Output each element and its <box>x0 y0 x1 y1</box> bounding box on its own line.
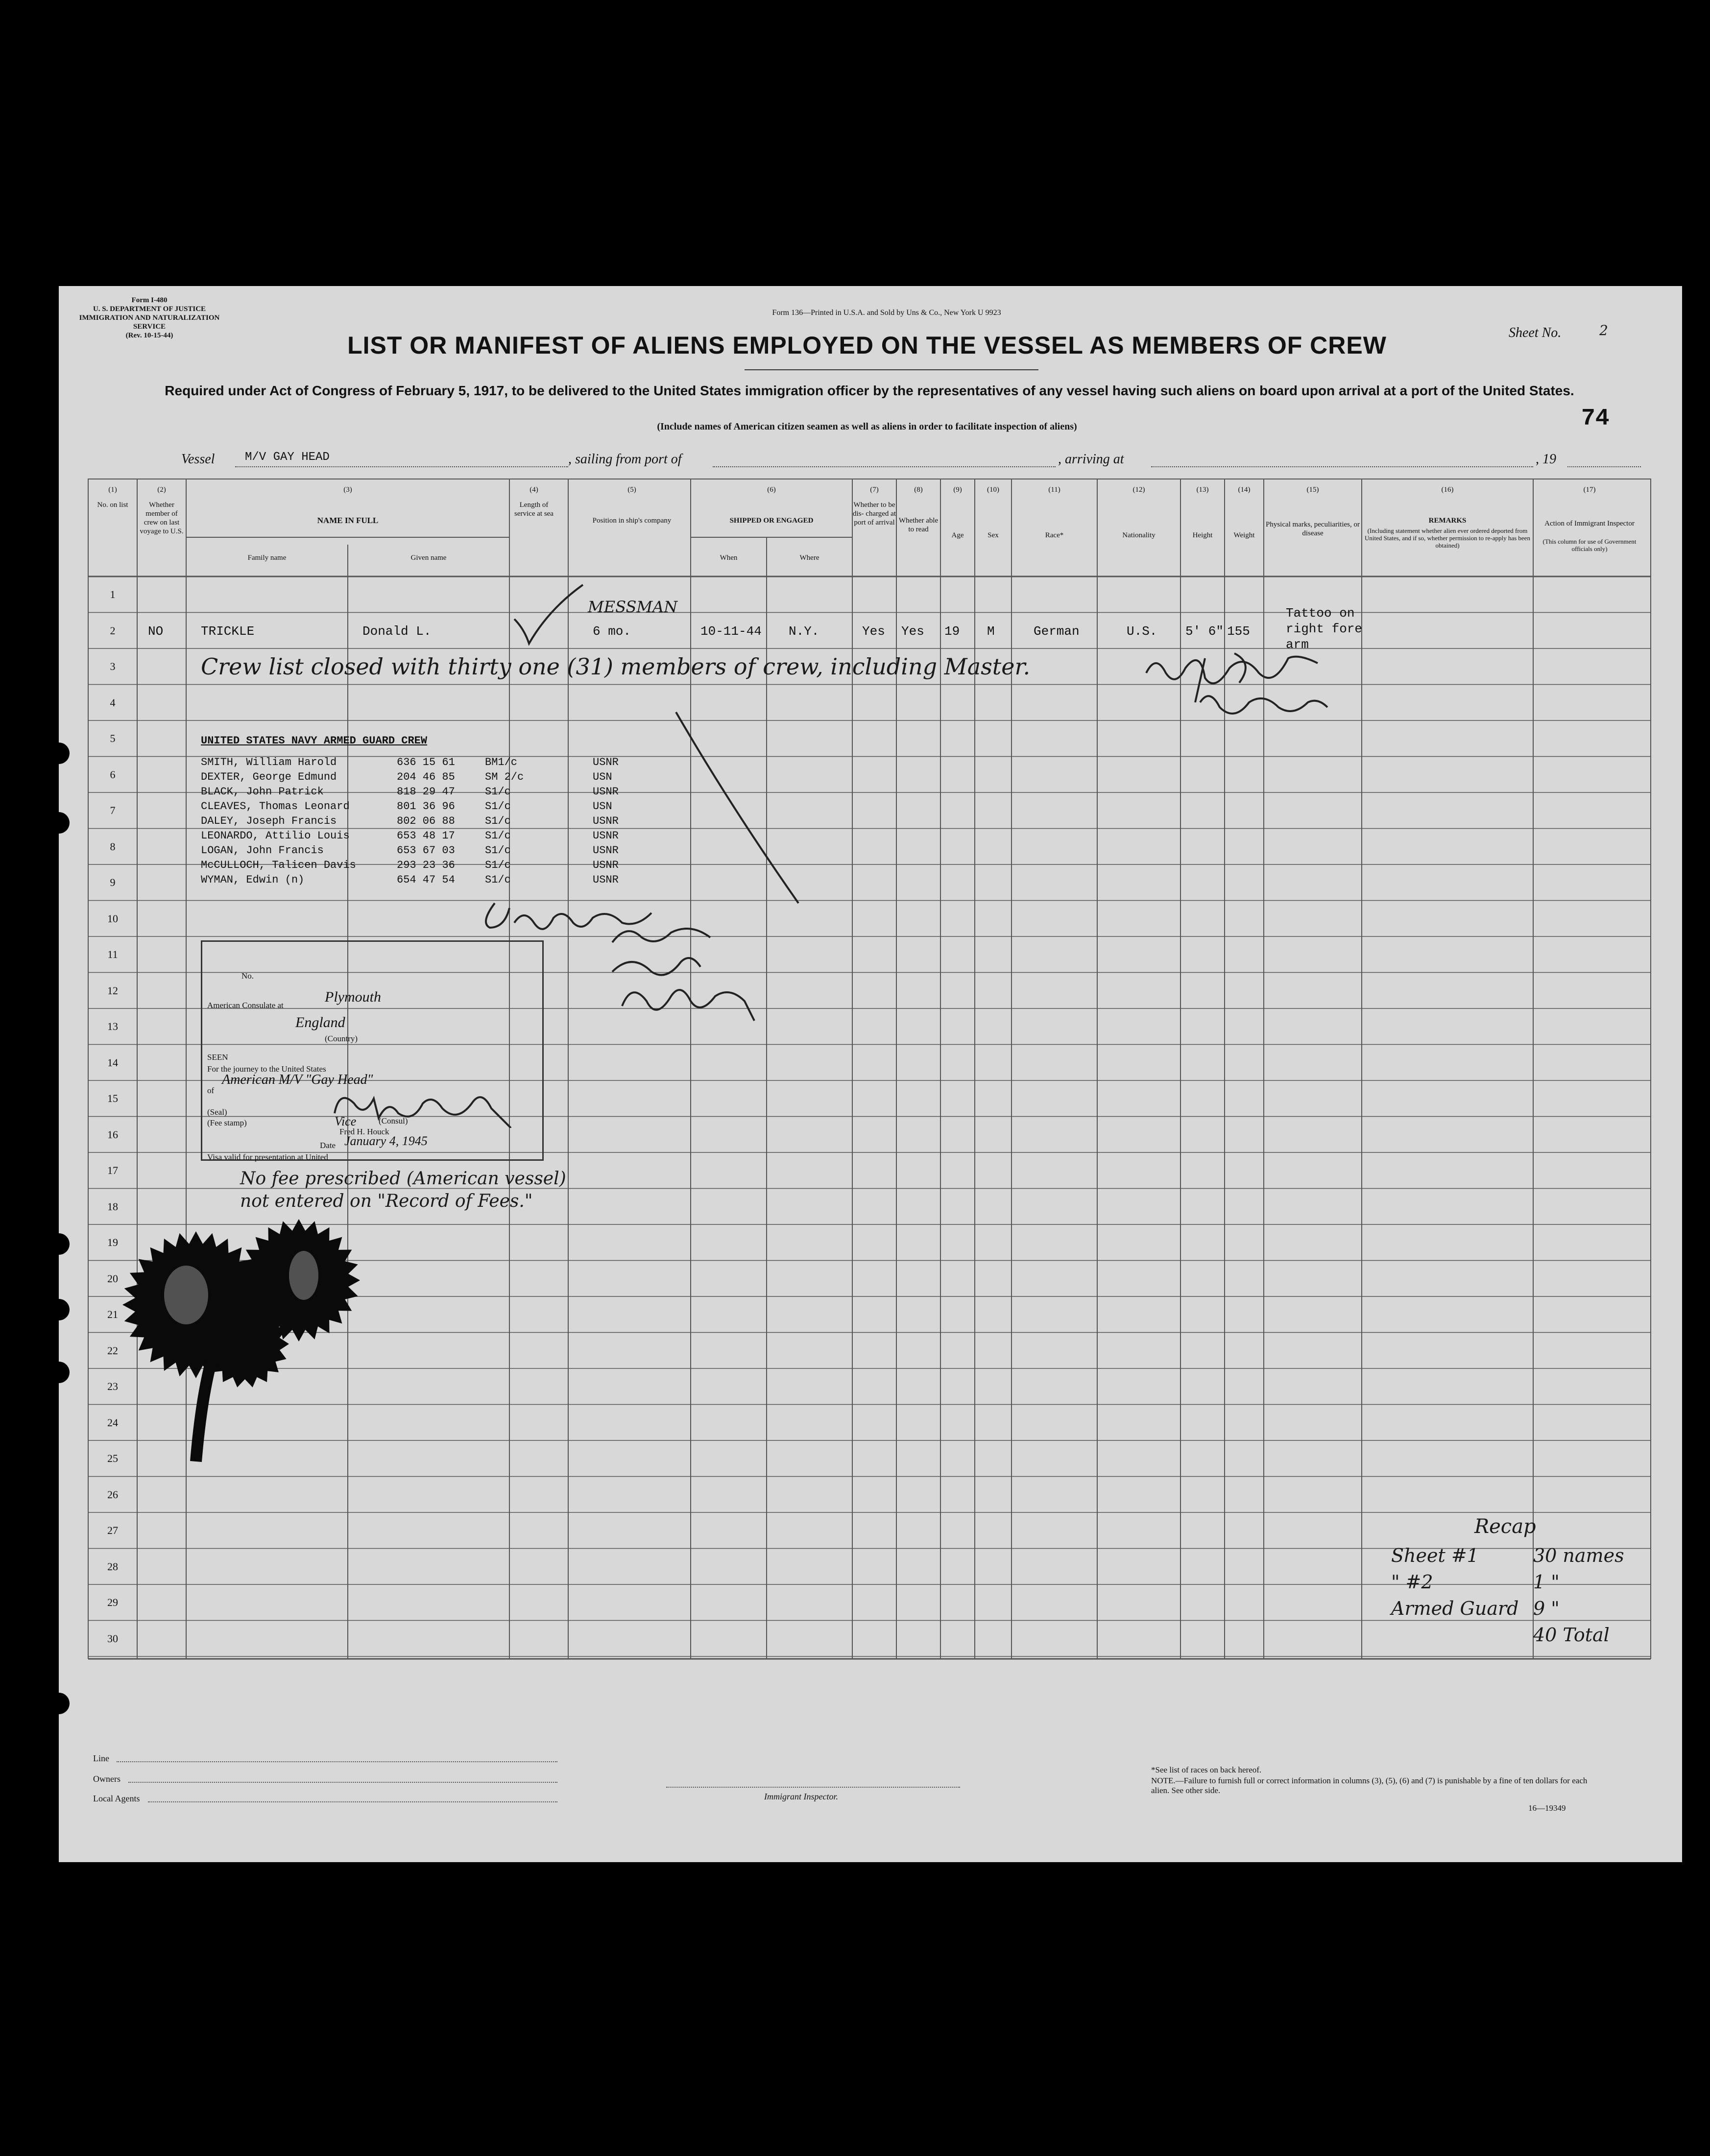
recap-label: Armed Guard <box>1391 1598 1519 1619</box>
row-number: 13 <box>107 1020 118 1032</box>
entry-discharged: Yes <box>862 624 885 639</box>
row-number: 17 <box>107 1164 118 1176</box>
checkmark-icon <box>509 580 617 648</box>
header-no-on-list: No. on list <box>97 501 128 509</box>
entry-height: 5' 6" <box>1185 624 1224 639</box>
year-rule <box>1567 466 1641 467</box>
navy-crew-service: USNR <box>593 874 619 886</box>
agency-block <box>69 296 230 340</box>
col-number-10: (10) <box>987 486 999 494</box>
row-number: 7 <box>110 804 116 816</box>
row-number: 28 <box>107 1560 118 1573</box>
col-number-2: (2) <box>157 486 166 494</box>
statutory-notice: Required under Act of Congress of February 5, 1917, to be delivered to the United States immigration officer by the representatives of any vessel having such aliens on board upon arrival at a port of the United States. <box>165 383 1574 398</box>
header-height: Height <box>1192 531 1213 539</box>
fee-note-line-1: No fee prescribed (American vessel) <box>240 1169 566 1189</box>
navy-crew-rate: S1/c <box>485 830 511 842</box>
fee-note <box>240 1168 566 1213</box>
row-number: 19 <box>107 1236 118 1248</box>
row-number: 25 <box>107 1452 118 1464</box>
entry-nationality: U.S. <box>1127 624 1157 639</box>
include-note: (Include names of American citizen seamen as well as aliens in order to facilitate inspection of aliens) <box>657 421 1077 432</box>
navy-crew-service: USN <box>593 800 612 813</box>
col-number-16: (16) <box>1441 486 1454 494</box>
footer-races-note: *See list of races on back hereof. <box>1151 1765 1262 1774</box>
navy-crew-service: USNR <box>593 756 619 768</box>
navy-crew-number: 654 47 54 <box>397 874 455 886</box>
row-number: 10 <box>107 912 118 925</box>
row-number: 18 <box>107 1200 118 1213</box>
sailing-label: , sailing from port of <box>568 452 682 467</box>
footer-owners-label: Owners <box>93 1774 120 1784</box>
consular-visa-stamp <box>201 940 544 1161</box>
header-weight: Weight <box>1233 531 1255 539</box>
stamp-date: January 4, 1945 <box>344 1134 428 1148</box>
navy-crew-service: USNR <box>593 786 619 798</box>
stamp-country-label: (Country) <box>325 1034 358 1043</box>
col-number-15: (15) <box>1306 486 1319 494</box>
entry-crew-last-voyage: NO <box>148 624 164 639</box>
header-position: Position in ship's company <box>592 517 672 525</box>
row-number: 20 <box>107 1272 118 1285</box>
revision-date: (Rev. 10-15-44) <box>125 332 173 339</box>
sheet-number-value: 2 <box>1599 322 1608 338</box>
navy-crew-rate: S1/c <box>485 844 511 857</box>
footer-line-rule <box>117 1761 557 1762</box>
navy-crew-number: 293 23 36 <box>397 859 455 871</box>
stamp-consulate-label: American Consulate at <box>207 1001 284 1010</box>
navy-crew-name: WYMAN, Edwin (n) <box>201 874 305 886</box>
arriving-label: , arriving at <box>1058 452 1124 467</box>
header-where: Where <box>799 554 819 562</box>
stamp-no-label: No. <box>241 971 254 981</box>
header-action-note: (This column for use of Government officials only) <box>1542 538 1637 552</box>
recap-label: Sheet #1 <box>1391 1545 1479 1566</box>
navy-crew-number: 204 46 85 <box>397 771 455 783</box>
navy-crew-name: LOGAN, John Francis <box>201 844 324 857</box>
entry-family-name: TRICKLE <box>201 624 255 639</box>
stamp-country: England <box>295 1014 345 1030</box>
navy-crew-service: USNR <box>593 844 619 857</box>
consul-signature <box>325 1084 540 1128</box>
entry-given-name: Donald L. <box>362 624 432 639</box>
form-title: LIST OR MANIFEST OF ALIENS EMPLOYED ON THE VESSEL AS MEMBERS OF CREW <box>347 332 1387 359</box>
row-number: 2 <box>110 624 116 637</box>
navy-crew-number: 818 29 47 <box>397 786 455 798</box>
navy-crew-service: USN <box>593 771 612 783</box>
col-number-6: (6) <box>767 486 776 494</box>
header-given-name: Given name <box>410 554 447 562</box>
row-number: 24 <box>107 1416 118 1429</box>
stamp-vessel: American M/V "Gay Head" <box>222 1072 373 1087</box>
header-length-service: Length of service at sea <box>514 501 554 518</box>
header-family-name: Family name <box>247 554 287 562</box>
page-number: 74 <box>1581 406 1610 432</box>
footer-inspector-label: Immigrant Inspector. <box>764 1792 838 1801</box>
row-number: 22 <box>107 1344 118 1357</box>
entry-position: MESSMAN <box>588 598 678 616</box>
recap-heading: Recap <box>1474 1515 1536 1538</box>
col-number-9: (9) <box>953 486 962 494</box>
stamp-consul-label: (Consul) <box>379 1116 408 1126</box>
col-number-17: (17) <box>1583 486 1596 494</box>
entry-physical-marks: Tattoo on right fore arm <box>1286 606 1363 652</box>
navy-crew-name: DALEY, Joseph Francis <box>201 815 337 827</box>
footer-agents-rule <box>148 1801 557 1802</box>
printer-line: Form 136—Printed in U.S.A. and Sold by Uns & Co., New York U 9923 <box>772 309 1001 317</box>
header-when: When <box>720 554 738 562</box>
navy-crew-rate: SM 2/c <box>485 771 524 783</box>
master-signature <box>1136 644 1381 732</box>
col-number-4: (4) <box>530 486 538 494</box>
header-race: Race* <box>1045 531 1064 539</box>
department-name: U. S. DEPARTMENT OF JUSTICE <box>93 305 206 313</box>
row-number: 30 <box>107 1632 118 1645</box>
header-remarks-note: (Including statement whether alien ever ordered deported from United States, and if so, whether permission to re-apply has been obtained) <box>1365 527 1530 549</box>
navy-crew-rate: S1/c <box>485 859 511 871</box>
navy-crew-name: CLEAVES, Thomas Leonard <box>201 800 350 813</box>
navy-crew-number: 801 36 96 <box>397 800 455 813</box>
col-number-3: (3) <box>343 486 352 494</box>
header-shipped: SHIPPED OR ENGAGED <box>729 517 814 525</box>
row-number: 8 <box>110 840 116 853</box>
stamp-journey: For the journey to the United States <box>207 1064 326 1074</box>
navy-crew-number: 653 48 17 <box>397 830 455 842</box>
recap-value: 9 " <box>1533 1598 1560 1619</box>
entry-sex: M <box>987 624 995 639</box>
arriving-rule <box>1151 466 1533 467</box>
navy-crew-service: USNR <box>593 830 619 842</box>
year-label: , 19 <box>1536 452 1556 467</box>
vessel-label: Vessel <box>181 452 215 467</box>
vessel-name: M/V GAY HEAD <box>245 451 330 464</box>
navy-crew-rate: S1/c <box>485 874 511 886</box>
service-name: IMMIGRATION AND NATURALIZATION SERVICE <box>79 314 220 331</box>
row-number: 23 <box>107 1380 118 1392</box>
navy-crew-rate: BM1/c <box>485 756 518 768</box>
row-number: 14 <box>107 1056 118 1069</box>
row-number: 15 <box>107 1092 118 1104</box>
header-age: Age <box>951 531 964 539</box>
header-remarks: REMARKS <box>1428 517 1467 525</box>
row-number: 21 <box>107 1308 118 1320</box>
col-number-8: (8) <box>914 486 923 494</box>
row-number: 16 <box>107 1128 118 1141</box>
navy-crew-rate: S1/c <box>485 786 511 798</box>
closing-note: Crew list closed with thirty one (31) members of crew, including Master. <box>201 653 1031 680</box>
manifest-sheet <box>59 286 1682 1862</box>
navy-crew-name: SMITH, William Harold <box>201 756 337 768</box>
footer-form-code: 16—19349 <box>1528 1803 1566 1813</box>
sailing-rule <box>713 466 1056 467</box>
col-number-14: (14) <box>1238 486 1251 494</box>
row-number: 27 <box>107 1524 118 1536</box>
col-number-7: (7) <box>870 486 879 494</box>
header-nationality: Nationality <box>1122 531 1156 539</box>
wax-seal-icon <box>113 1207 397 1481</box>
sheet-number-label: Sheet No. <box>1509 325 1562 340</box>
entry-able-read: Yes <box>901 624 924 639</box>
navy-crew-name: BLACK, John Patrick <box>201 786 324 798</box>
entry-length-service: 6 mo. <box>593 624 631 639</box>
navy-crew-name: DEXTER, George Edmund <box>201 771 337 783</box>
footer-penalty-note: NOTE.—Failure to furnish full or correct information in columns (3), (5), (6) and (7) is punishable by a fine of ten dollars for each alien. See other side. <box>1151 1776 1588 1795</box>
entry-shipped-where: N.Y. <box>789 624 819 639</box>
header-crew-last-voyage: Whether member of crew on last voyage to U.S. <box>140 501 184 535</box>
row-number: 4 <box>110 696 116 709</box>
navy-crew-service: USNR <box>593 859 619 871</box>
header-physical-marks: Physical marks, peculiarities, or disease <box>1265 521 1360 537</box>
col-number-11: (11) <box>1048 486 1060 494</box>
row-number: 6 <box>110 768 116 781</box>
row-number: 9 <box>110 876 116 888</box>
navy-crew-number: 653 67 03 <box>397 844 455 857</box>
navy-crew-rate: S1/c <box>485 800 511 813</box>
col-number-12: (12) <box>1132 486 1145 494</box>
stamp-of-label: of <box>207 1086 215 1095</box>
stamp-seen: SEEN <box>207 1053 228 1062</box>
recap-value: 40 Total <box>1533 1624 1610 1646</box>
form-number: Form I-480 <box>131 296 168 304</box>
navy-crew-service: USNR <box>593 815 619 827</box>
header-name-in-full: NAME IN FULL <box>317 516 379 525</box>
recap-value: 1 " <box>1533 1571 1560 1593</box>
recap-label: " #2 <box>1391 1571 1433 1593</box>
navy-crew-name: McCULLOCH, Talicen Davis <box>201 859 356 871</box>
header-discharged: Whether to be dis- charged at port of arrival <box>852 501 896 527</box>
entry-weight: 155 <box>1227 624 1250 639</box>
row-number: 1 <box>110 588 116 600</box>
header-action: Action of Immigrant Inspector <box>1544 520 1635 527</box>
stamp-consulate-city: Plymouth <box>325 989 381 1005</box>
pen-stroke <box>671 707 818 913</box>
row-number: 3 <box>110 660 116 672</box>
entry-shipped-when: 10-11-44 <box>700 624 762 639</box>
row-number: 29 <box>107 1596 118 1608</box>
footer-owners-rule <box>128 1782 557 1783</box>
header-able-read: Whether able to read <box>898 517 939 533</box>
navy-crew-number: 636 15 61 <box>397 756 455 768</box>
stamp-seal-label: (Seal) <box>207 1107 227 1117</box>
recap-value: 30 names <box>1533 1545 1624 1566</box>
footer-agents-label: Local Agents <box>93 1794 140 1803</box>
entry-age: 19 <box>944 624 960 639</box>
row-number: 5 <box>110 732 116 744</box>
stamp-officer: Fred H. Houck <box>339 1127 389 1136</box>
entry-race: German <box>1034 624 1080 639</box>
row-number: 26 <box>107 1488 118 1501</box>
col-number-5: (5) <box>627 486 636 494</box>
header-sex: Sex <box>987 531 999 539</box>
footer-line-label: Line <box>93 1753 109 1763</box>
navy-crew-rate: S1/c <box>485 815 511 827</box>
stamp-vice: Vice <box>335 1114 357 1128</box>
navy-crew-heading: UNITED STATES NAVY ARMED GUARD CREW <box>201 735 428 747</box>
title-underline <box>745 369 1038 370</box>
inspector-rule <box>666 1787 960 1788</box>
col-number-13: (13) <box>1196 486 1209 494</box>
row-number: 12 <box>107 984 118 997</box>
col-number-1: (1) <box>108 486 117 494</box>
stamp-fee-label: (Fee stamp) <box>207 1118 247 1127</box>
stamp-date-label: Date <box>320 1141 336 1150</box>
navy-crew-name: LEONARDO, Attilio Louis <box>201 830 350 842</box>
row-number: 11 <box>107 948 118 960</box>
navy-crew-number: 802 06 88 <box>397 815 455 827</box>
stamp-validity: Visa valid for presentation at United <box>207 1152 328 1162</box>
fee-note-line-2: not entered on "Record of Fees." <box>240 1191 533 1211</box>
vessel-rule <box>235 466 568 467</box>
